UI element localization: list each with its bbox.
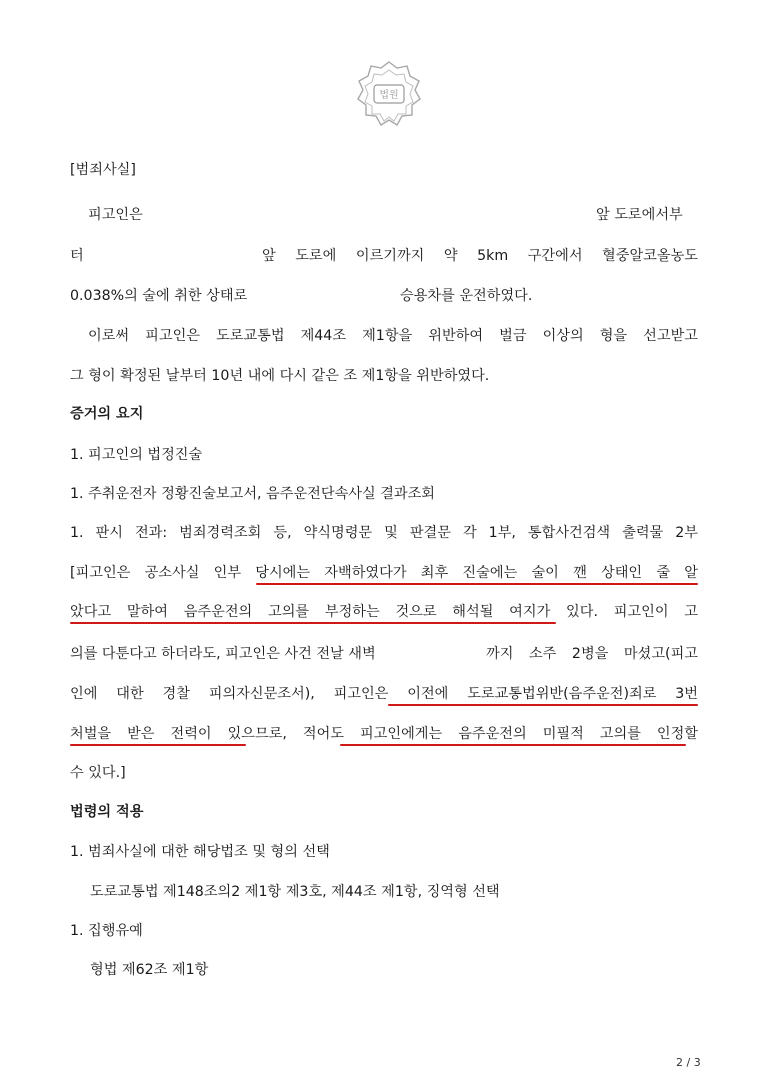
facts-line-3b: 승용차를 운전하였다. — [400, 288, 533, 304]
law-item-1: 1. 범죄사실에 대한 해당법조 및 형의 선택 — [70, 844, 330, 860]
seal-label: 법원 — [379, 90, 399, 101]
law-heading: 법령의 적용 — [70, 804, 144, 820]
bracket-line-4: 인에 대한 경찰 피의자신문조서), 피고인은 이전에 도로교통법위반(음주운전)죄로 3번 — [70, 686, 698, 702]
facts-line-1a: 피고인은 — [88, 207, 143, 223]
bracket-line-3b: 까지 소주 2병을 마셨고(피고 — [486, 646, 698, 662]
red-underline — [70, 622, 556, 624]
facts-heading: [범죄사실] — [70, 162, 136, 178]
red-underline — [256, 583, 698, 585]
facts-line-4: 이로써 피고인은 도로교통법 제44조 제1항을 위반하여 벌금 이상의 형을 선고받고 — [88, 328, 698, 344]
law-item-1-detail: 도로교통법 제148조의2 제1항 제3호, 제44조 제1항, 징역형 선택 — [90, 884, 500, 900]
facts-line-1b: 앞 도로에서부 — [596, 207, 683, 223]
red-underline — [70, 744, 246, 746]
facts-line-2a: 터 — [70, 248, 84, 264]
bracket-line-2: 았다고 말하여 음주운전의 고의를 부정하는 것으로 해석될 여지가 있다. 피고인이 고 — [70, 604, 698, 620]
evidence-item-3: 1. 판시 전과: 범죄경력조회 등, 약식명령문 및 판결문 각 1부, 통합사건검색 출력물 2부 — [70, 525, 698, 541]
court-seal-icon — [352, 58, 426, 132]
law-item-2-detail: 형법 제62조 제1항 — [90, 962, 209, 978]
page-number: 2 / 3 — [676, 1056, 701, 1069]
evidence-heading: 증거의 요지 — [70, 406, 144, 422]
evidence-item-1: 1. 피고인의 법정진술 — [70, 447, 203, 463]
evidence-item-2: 1. 주취운전자 정황진술보고서, 음주운전단속사실 결과조회 — [70, 486, 436, 502]
facts-line-3a: 0.038%의 술에 취한 상태로 — [70, 288, 248, 304]
facts-line-5: 그 형이 확정된 날부터 10년 내에 다시 같은 조 제1항을 위반하였다. — [70, 368, 490, 384]
bracket-line-5: 처벌을 받은 전력이 있으므로, 적어도 피고인에게는 음주운전의 미필적 고의를 인정할 — [70, 726, 698, 742]
bracket-line-3a: 의를 다툰다고 하더라도, 피고인은 사건 전날 새벽 — [70, 646, 376, 662]
bracket-line-6: 수 있다.] — [70, 765, 126, 781]
law-item-2: 1. 집행유예 — [70, 923, 143, 939]
bracket-line-1: [피고인은 공소사실 인부 당시에는 자백하였다가 최후 진술에는 술이 깬 상태인 줄 알 — [70, 565, 698, 581]
red-underline — [340, 744, 686, 746]
facts-line-2b: 앞 도로에 이르기까지 약 5km 구간에서 혈중알코올농도 — [262, 248, 698, 264]
red-underline — [388, 704, 698, 706]
